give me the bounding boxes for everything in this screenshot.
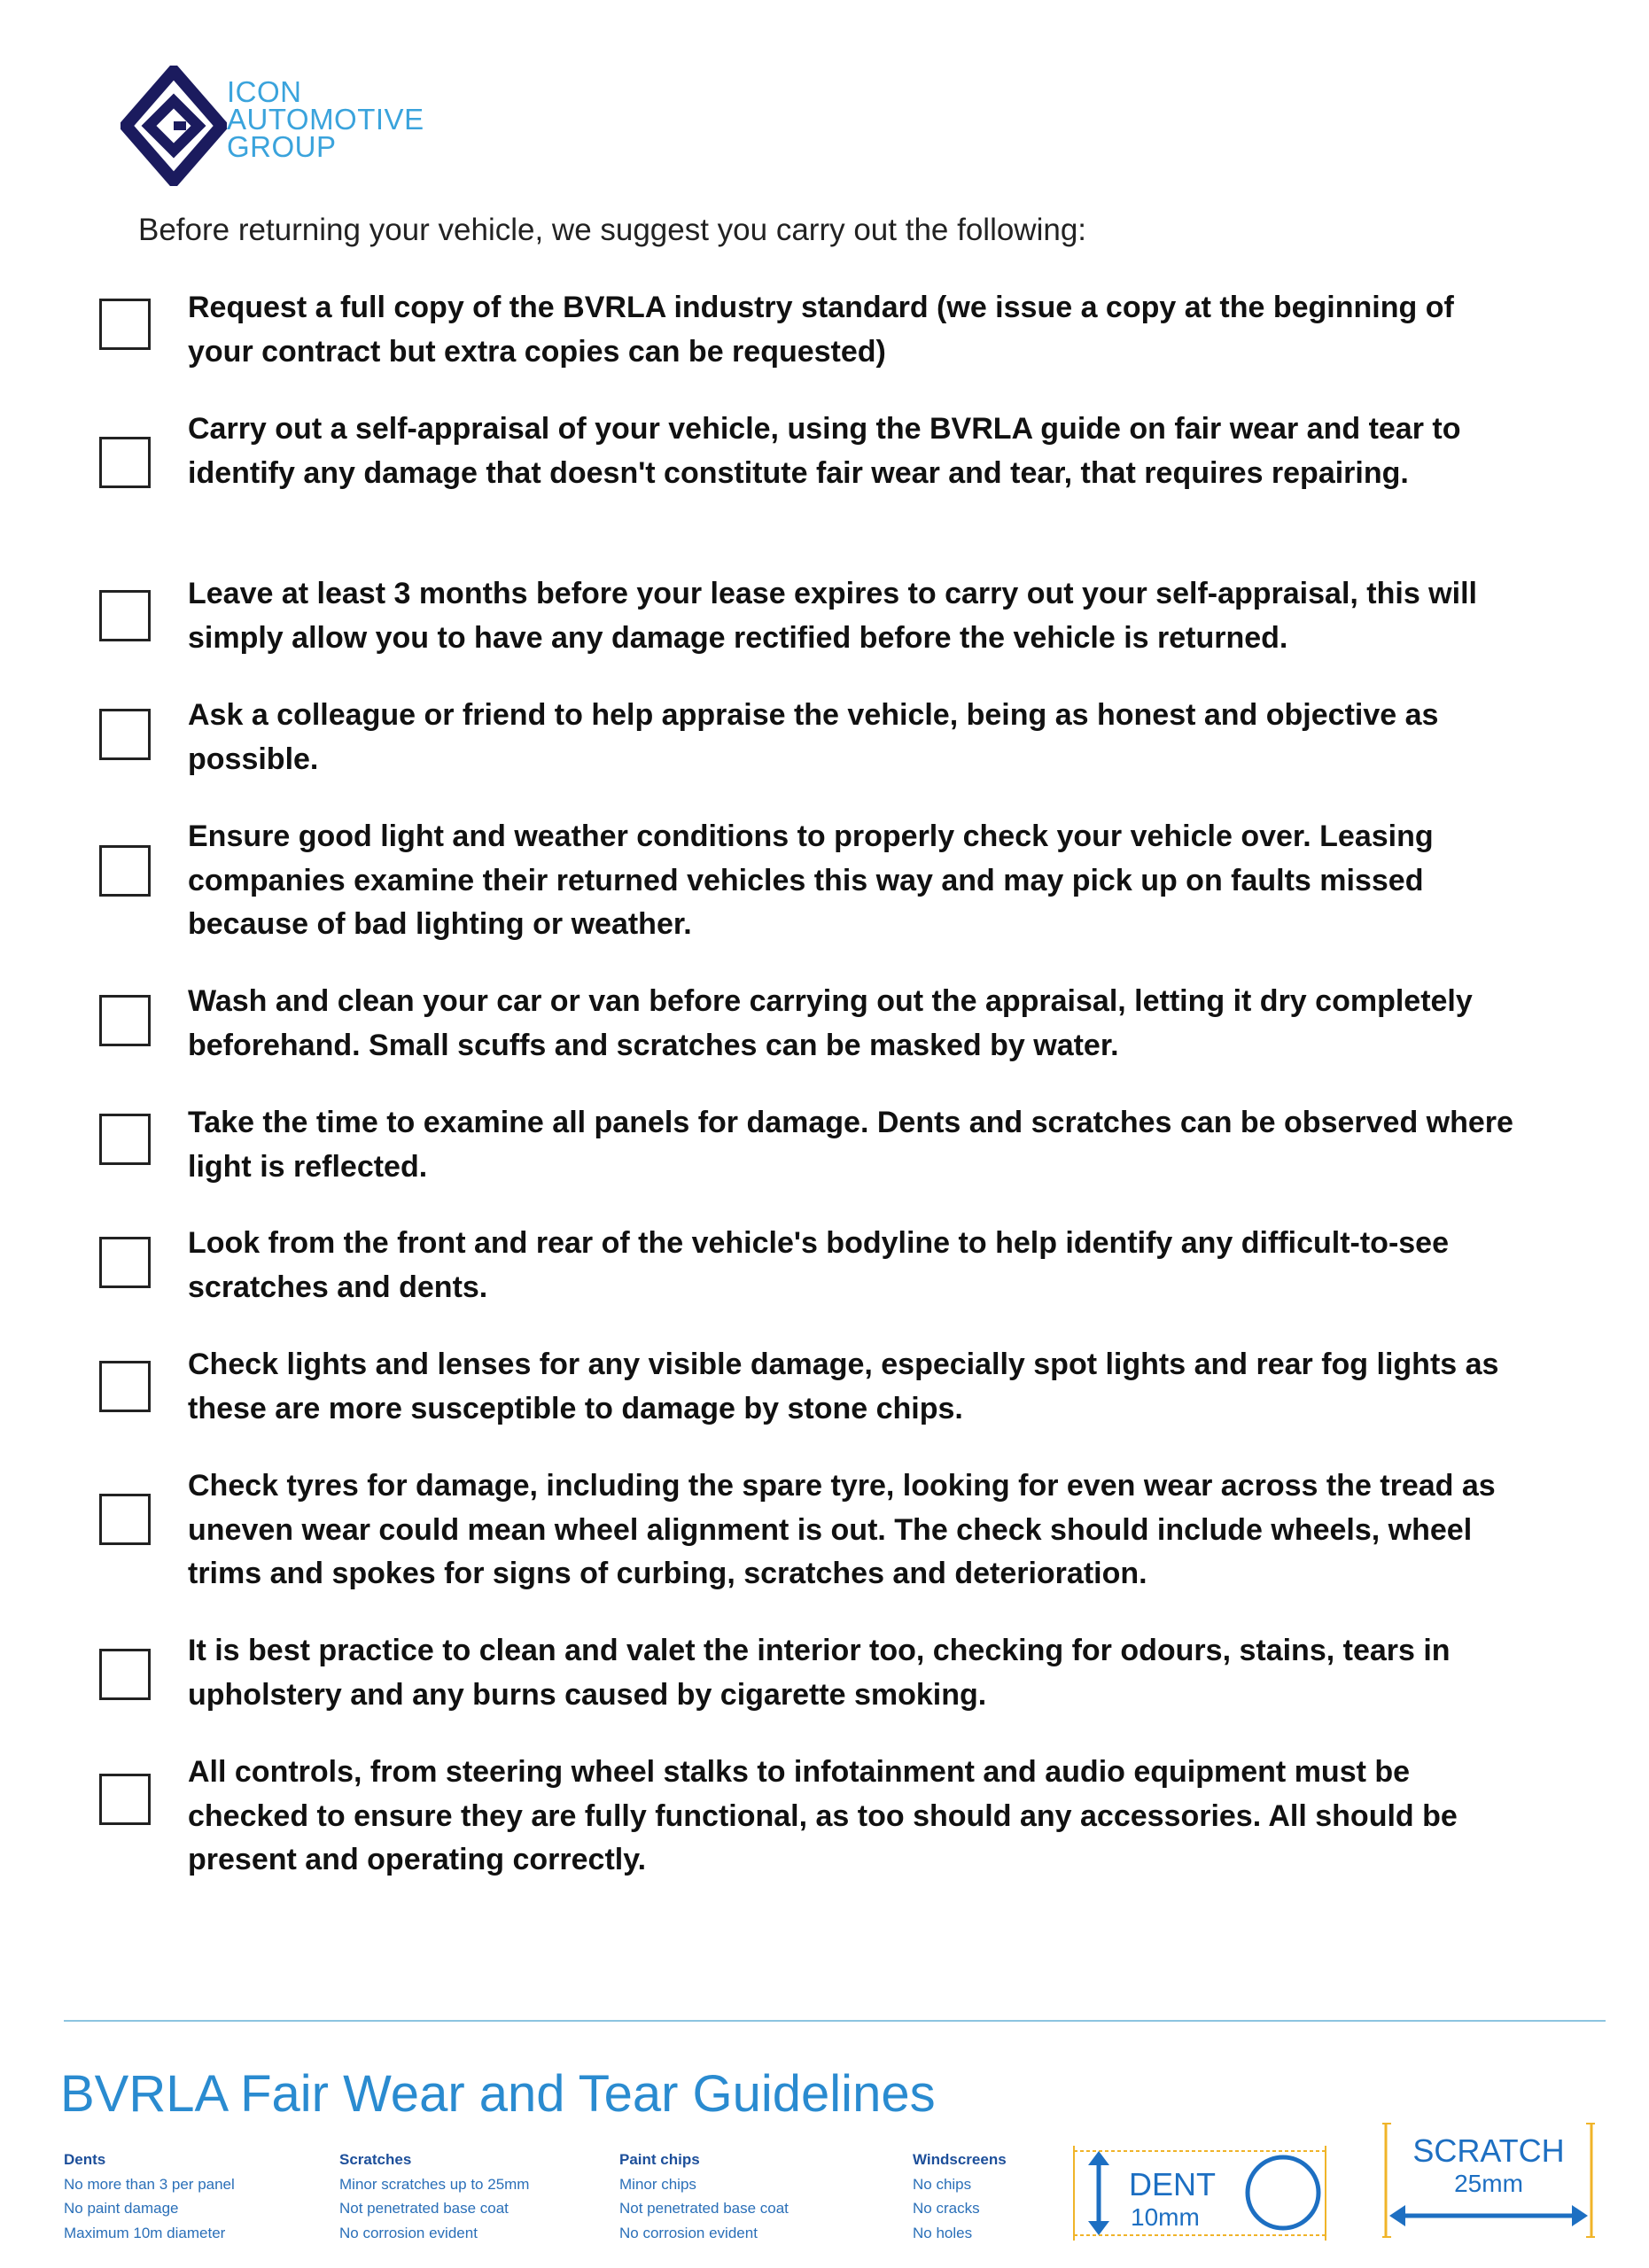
guideline-heading: Scratches — [339, 2151, 412, 2168]
logo-line: ICON — [227, 75, 302, 108]
icon-automotive-diamond-logo-icon — [121, 66, 227, 186]
section-divider — [64, 2020, 1606, 2022]
guideline-line: Minor chips — [619, 2175, 696, 2193]
scratch-size-diagram-icon — [1382, 2120, 1595, 2241]
guideline-column-paint-chips — [619, 2148, 789, 2245]
company-logo — [121, 66, 448, 186]
checkbox[interactable] — [99, 845, 151, 897]
checklist-item-text: Check lights and lenses for any visible damage, especially spot lights and rear fog lights as these are more susceptible to damage by stone chips. — [188, 1348, 1499, 1425]
checkbox[interactable] — [99, 1494, 151, 1545]
logo-line: GROUP — [227, 130, 337, 163]
checklist-item-text: All controls, from steering wheel stalks to infotainment and audio equipment must be checked to ensure they are fully functional, as too should any accessories. All should be present and operating correctly. — [188, 1755, 1458, 1876]
scratch-size: 25mm — [1454, 2170, 1523, 2197]
guideline-line: No corrosion evident — [339, 2224, 478, 2241]
dent-badge — [1070, 2142, 1336, 2249]
guideline-line: No corrosion evident — [619, 2224, 758, 2241]
checklist-item-text: Check tyres for damage, including the spare tyre, looking for even wear across the tread as uneven wear could mean wheel alignment is out. The check should include wheels, wheel trims and spokes for signs of curbing, scratches and deterioration. — [188, 1469, 1496, 1590]
guideline-column-dents — [64, 2148, 235, 2245]
checkbox[interactable] — [99, 1774, 151, 1825]
checkbox[interactable] — [99, 1649, 151, 1700]
checklist-item-text: Wash and clean your car or van before carrying out the appraisal, letting it dry completely beforehand. Small scuffs and scratches can be masked by water. — [188, 984, 1473, 1062]
checkbox[interactable] — [99, 1237, 151, 1288]
checklist-item-text: Look from the front and rear of the vehicle's bodyline to help identify any difficult-to-see scratches and dents. — [188, 1226, 1450, 1304]
dent-size: 10mm — [1131, 2203, 1200, 2231]
checklist-item-text: Ask a colleague or friend to help appraise the vehicle, being as honest and objective as possible. — [188, 698, 1439, 776]
checklist-item-text: Carry out a self-appraisal of your vehicle, using the BVRLA guide on fair wear and tear to identify any damage that doesn't constitute fair wear and tear, that requires repairing. — [188, 412, 1461, 490]
dent-label: DENT — [1129, 2166, 1216, 2202]
checklist-item-text: Leave at least 3 months before your lease expires to carry out your self-appraisal, this will simply allow you to have any damage rectified before the vehicle is returned. — [188, 577, 1477, 655]
logo-wordmark — [227, 75, 424, 163]
guideline-line: Not penetrated base coat — [619, 2200, 789, 2217]
dent-size-diagram-icon — [1070, 2142, 1336, 2244]
checkbox[interactable] — [99, 709, 151, 760]
checkbox[interactable] — [99, 590, 151, 641]
guideline-line: Minor scratches up to 25mm — [339, 2175, 530, 2193]
scratch-badge — [1382, 2120, 1595, 2245]
checkbox[interactable] — [99, 1361, 151, 1412]
logo-line: AUTOMOTIVE — [227, 103, 424, 136]
guideline-line: Maximum 10m diameter — [64, 2224, 226, 2241]
guidelines-title: BVRLA Fair Wear and Tear Guidelines — [60, 2065, 936, 2123]
guideline-heading: Windscreens — [913, 2151, 1007, 2168]
checklist-item-text: Take the time to examine all panels for damage. Dents and scratches can be observed where light is reflected. — [188, 1106, 1513, 1184]
guideline-line: No cracks — [913, 2200, 980, 2217]
guideline-line: No holes — [913, 2224, 973, 2241]
checkbox[interactable] — [99, 437, 151, 488]
guideline-heading: Dents — [64, 2151, 106, 2168]
guideline-line: Not penetrated base coat — [339, 2200, 509, 2217]
checkbox[interactable] — [99, 299, 151, 350]
checklist-item-text: Ensure good light and weather conditions to properly check your vehicle over. Leasing companies examine their returned vehicles this way and may pick up on faults missed because of bad lighting or weather. — [188, 819, 1434, 941]
guideline-line: No chips — [913, 2175, 972, 2193]
guideline-line: No more than 3 per panel — [64, 2175, 235, 2193]
checkbox[interactable] — [99, 995, 151, 1046]
scratch-label: SCRATCH — [1412, 2132, 1565, 2169]
checkbox[interactable] — [99, 1114, 151, 1165]
intro-text: Before returning your vehicle, we suggest you carry out the following: — [138, 213, 1087, 247]
guideline-line: No paint damage — [64, 2200, 179, 2217]
guideline-column-windscreens — [913, 2148, 1007, 2245]
checklist-item-text: Request a full copy of the BVRLA industry standard (we issue a copy at the beginning of your contract but extra copies can be requested) — [188, 291, 1454, 369]
guideline-heading: Paint chips — [619, 2151, 700, 2168]
guideline-column-scratches — [339, 2148, 529, 2245]
checklist-item-text: It is best practice to clean and valet the interior too, checking for odours, stains, tears in upholstery and any burns caused by cigarette smoking. — [188, 1634, 1451, 1712]
